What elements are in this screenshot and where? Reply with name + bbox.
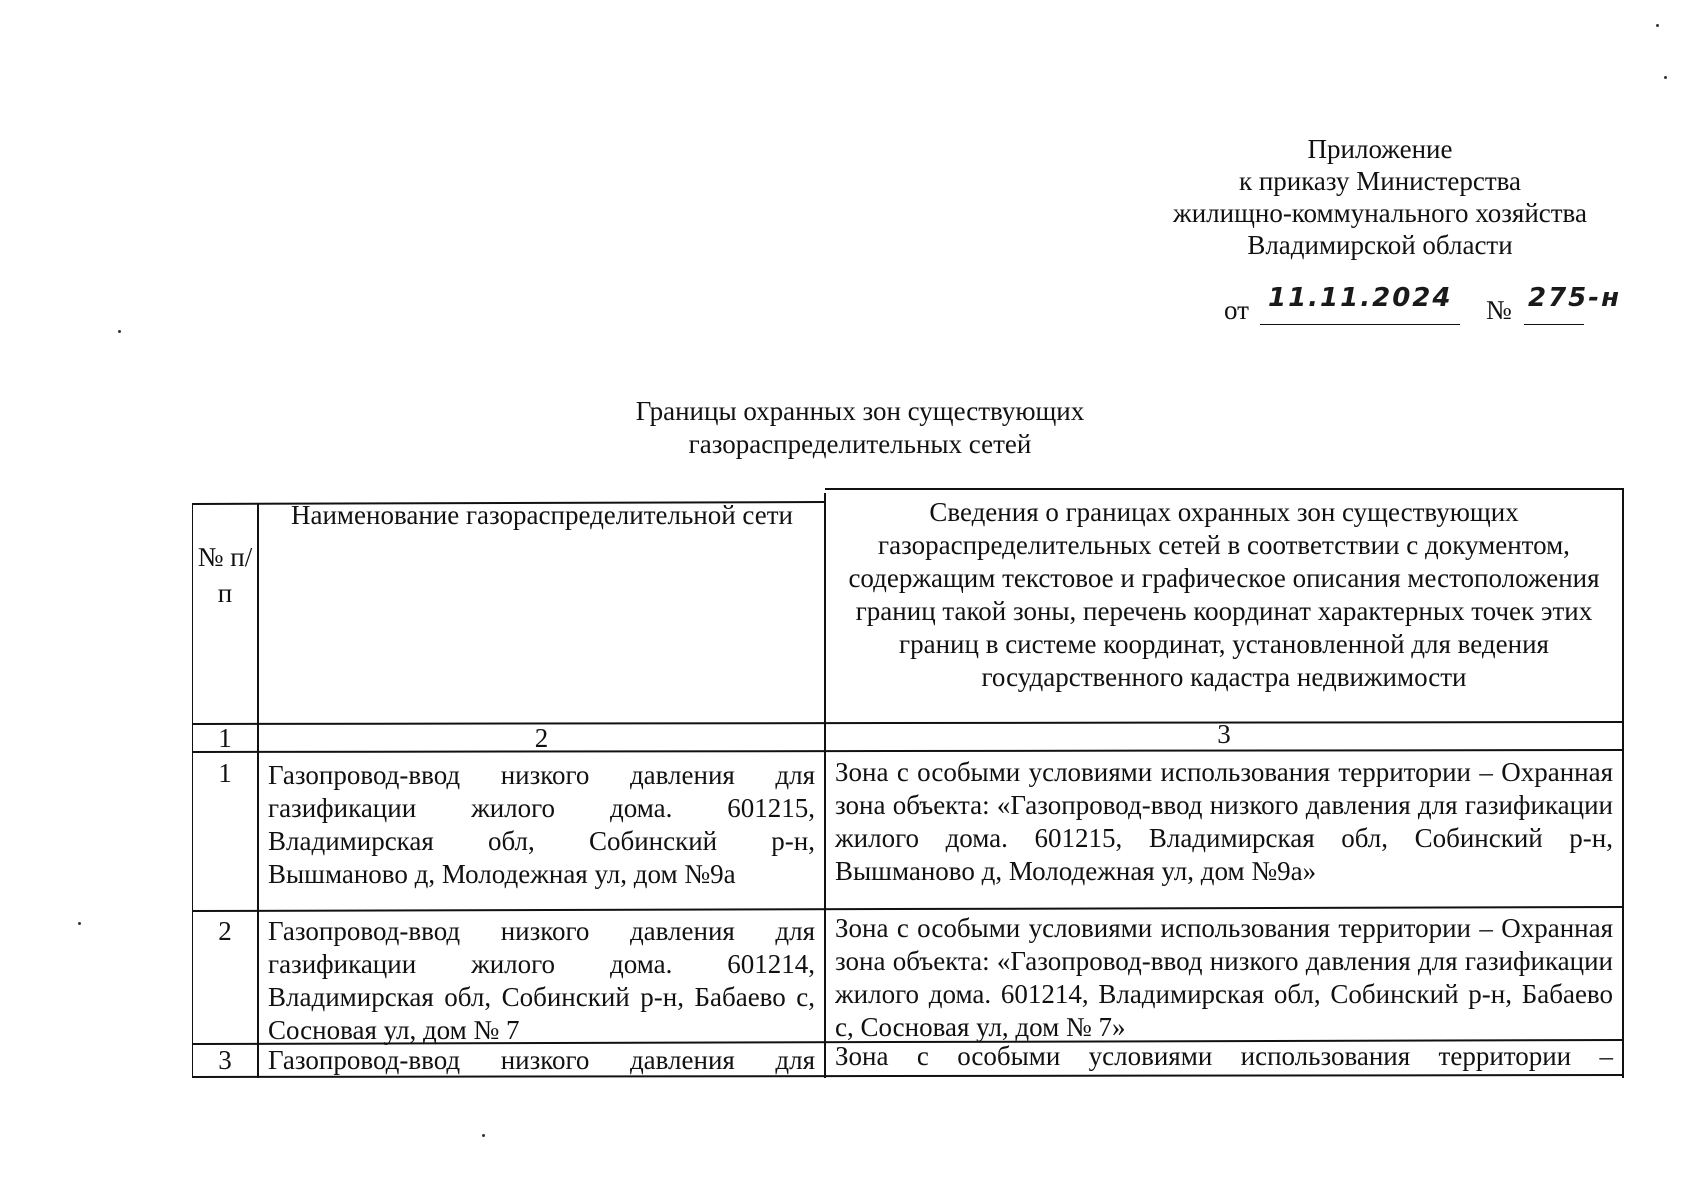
row-network-name: Газопровод-ввод низкого давления для газификации жилого дома. 601215, Владимирская обл, Собинский р-н, Вышманово д, Молодежная ул, дом №9а: [268, 760, 815, 889]
row-number: 2: [218, 916, 232, 946]
appendix-line: Приложение: [1307, 134, 1453, 164]
scan-speck: [118, 330, 121, 333]
appendix-line: к приказу Министерства: [1238, 166, 1522, 196]
row-number: 1: [218, 758, 232, 788]
row-zone-description: Зона с особыми условиями использования территории – Охранная зона объекта: «Газопровод-ввод низкого давления для газификации жилого дома. 601215, Владимирская обл, Собинский р-н, Вышманово д, Молодежная ул, дом №9а»: [835, 757, 1613, 886]
row-number: 3: [218, 1045, 232, 1075]
document-title: [560, 395, 1160, 461]
scan-speck: [1664, 76, 1667, 79]
column-number-1: 1: [218, 723, 232, 753]
appendix-line: жилищно-коммунального хозяйства: [1173, 198, 1587, 228]
scan-speck: [78, 922, 81, 925]
column-number-2: 2: [534, 723, 549, 753]
row-network-name: Газопровод-ввод низкого давления для газификации жилого дома. 601214, Владимирская обл, Собинский р-н, Бабаево с, Сосновая ул, дом № 7: [268, 916, 815, 1045]
number-underline: [1524, 324, 1584, 325]
title-line-2: газораспределительных сетей: [688, 429, 1032, 459]
row-network-name: Газопровод-ввод низкого давления для: [268, 1045, 815, 1075]
number-label: №: [1486, 295, 1512, 325]
title-line-1: Границы охранных зон существующих: [635, 396, 1085, 426]
column-number-3: 3: [1217, 719, 1231, 749]
handwritten-number: 275-н: [1528, 283, 1622, 313]
from-label: от: [1224, 295, 1249, 325]
handwritten-date: 11.11.2024: [1268, 283, 1453, 313]
scan-speck: [1656, 24, 1659, 27]
row-zone-description: Зона с особыми условиями использования территории –: [835, 1041, 1613, 1071]
scan-speck: [482, 1134, 485, 1137]
zones-table: [192, 487, 1625, 1078]
header-number: № п/п: [197, 542, 253, 608]
date-underline: [1260, 324, 1460, 325]
order-reference: [1224, 283, 1664, 330]
header-network-name: Наименование газораспределительной сети: [291, 500, 793, 530]
header-zone-info: Сведения о границах охранных зон существующих газораспределительных сетей в соответствии с документом, содержащим текстовое и графическое описания местоположения границ такой зоны, перечень координат характерных точек этих границ в системе координат, установленной для ведения государственного кадастра недвижимости: [848, 497, 1600, 692]
row-zone-description: Зона с особыми условиями использования территории – Охранная зона объекта: «Газопровод-ввод низкого давления для газификации жилого дома. 601214, Владимирская обл, Собинский р-н, Бабаево с, Сосновая ул, дом № 7»: [835, 913, 1613, 1042]
appendix-line: Владимирской области: [1247, 230, 1513, 260]
appendix-block: [1150, 133, 1610, 261]
